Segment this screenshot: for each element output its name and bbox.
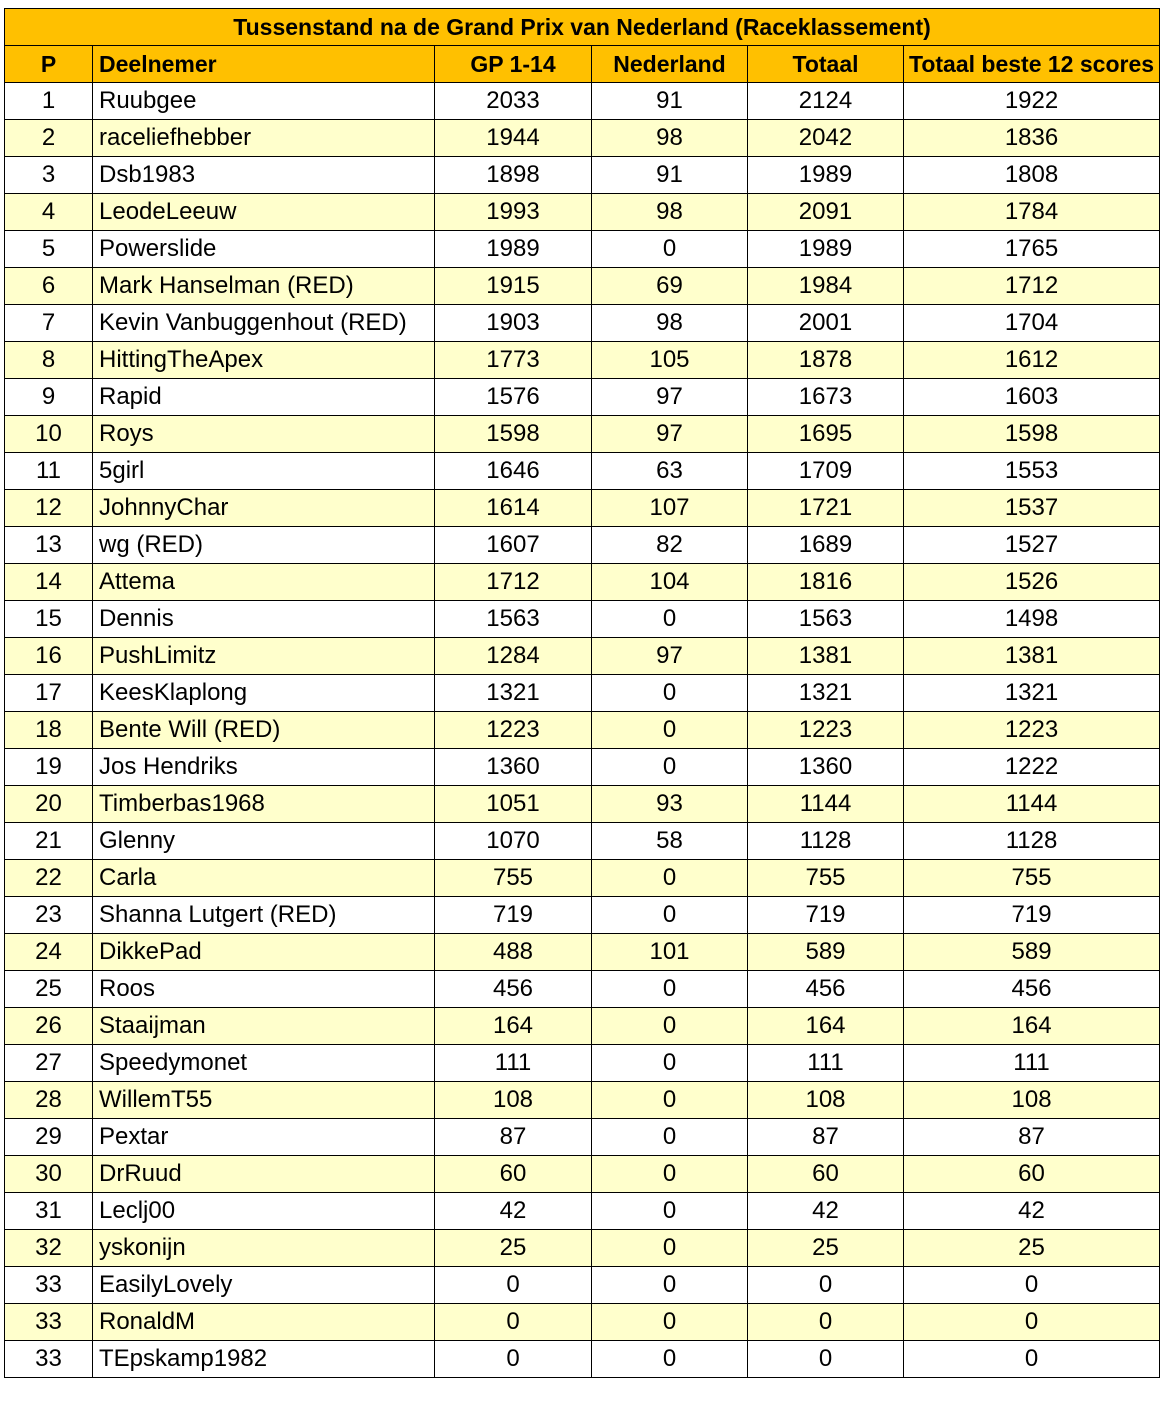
table-row [5,564,1160,601]
cell-nederland: 0 [592,1082,748,1119]
cell-gp-1-14: 1360 [435,749,592,786]
table-row [5,1304,1160,1341]
cell-participant: PushLimitz [93,638,435,675]
cell-participant: Dsb1983 [93,157,435,194]
cell-total: 1989 [748,157,904,194]
cell-position: 5 [5,231,93,268]
cell-nederland: 104 [592,564,748,601]
cell-best-12-total: 1144 [904,786,1160,823]
cell-position: 30 [5,1156,93,1193]
cell-nederland: 91 [592,157,748,194]
cell-nederland: 0 [592,1119,748,1156]
standings-table [4,8,1160,1378]
table-row [5,1156,1160,1193]
cell-position: 2 [5,120,93,157]
table-row [5,1045,1160,1082]
cell-participant: DikkePad [93,934,435,971]
cell-position: 18 [5,712,93,749]
cell-nederland: 0 [592,1304,748,1341]
cell-nederland: 0 [592,749,748,786]
cell-nederland: 0 [592,1267,748,1304]
cell-total: 456 [748,971,904,1008]
cell-nederland: 82 [592,527,748,564]
cell-position: 15 [5,601,93,638]
cell-total: 108 [748,1082,904,1119]
table-row [5,157,1160,194]
cell-total: 719 [748,897,904,934]
cell-nederland: 0 [592,675,748,712]
table-row [5,1230,1160,1267]
title-row [5,9,1160,46]
table-row [5,675,1160,712]
cell-position: 33 [5,1341,93,1378]
cell-total: 87 [748,1119,904,1156]
cell-participant: Powerslide [93,231,435,268]
cell-position: 29 [5,1119,93,1156]
cell-total: 0 [748,1304,904,1341]
cell-best-12-total: 0 [904,1304,1160,1341]
cell-gp-1-14: 1915 [435,268,592,305]
cell-participant: 5girl [93,453,435,490]
cell-total: 1144 [748,786,904,823]
table-title: Tussenstand na de Grand Prix van Nederland (Raceklassement) [5,9,1160,46]
cell-position: 20 [5,786,93,823]
header-total: Totaal [748,46,904,83]
cell-total: 1128 [748,823,904,860]
cell-position: 14 [5,564,93,601]
cell-gp-1-14: 2033 [435,83,592,120]
cell-total: 111 [748,1045,904,1082]
cell-nederland: 0 [592,1045,748,1082]
cell-participant: Timberbas1968 [93,786,435,823]
cell-best-12-total: 1537 [904,490,1160,527]
table-row [5,1082,1160,1119]
cell-gp-1-14: 456 [435,971,592,1008]
cell-nederland: 98 [592,194,748,231]
cell-best-12-total: 42 [904,1193,1160,1230]
cell-total: 0 [748,1341,904,1378]
cell-total: 1689 [748,527,904,564]
cell-nederland: 63 [592,453,748,490]
cell-position: 9 [5,379,93,416]
cell-position: 31 [5,1193,93,1230]
cell-best-12-total: 164 [904,1008,1160,1045]
cell-participant: Dennis [93,601,435,638]
cell-gp-1-14: 1284 [435,638,592,675]
header-nederland: Nederland [592,46,748,83]
table-row [5,712,1160,749]
cell-gp-1-14: 60 [435,1156,592,1193]
cell-participant: RonaldM [93,1304,435,1341]
cell-nederland: 98 [592,305,748,342]
cell-participant: Carla [93,860,435,897]
cell-total: 1989 [748,231,904,268]
standings-body [5,83,1160,1378]
cell-gp-1-14: 1773 [435,342,592,379]
cell-total: 2124 [748,83,904,120]
cell-best-12-total: 1836 [904,120,1160,157]
cell-position: 22 [5,860,93,897]
table-row [5,120,1160,157]
cell-gp-1-14: 1563 [435,601,592,638]
cell-participant: Glenny [93,823,435,860]
cell-best-12-total: 108 [904,1082,1160,1119]
cell-participant: Rapid [93,379,435,416]
cell-nederland: 69 [592,268,748,305]
table-row [5,786,1160,823]
cell-nederland: 0 [592,231,748,268]
cell-position: 3 [5,157,93,194]
cell-position: 11 [5,453,93,490]
cell-best-12-total: 1222 [904,749,1160,786]
cell-participant: raceliefhebber [93,120,435,157]
table-row [5,971,1160,1008]
cell-position: 24 [5,934,93,971]
cell-nederland: 0 [592,601,748,638]
cell-best-12-total: 87 [904,1119,1160,1156]
cell-best-12-total: 111 [904,1045,1160,1082]
cell-best-12-total: 1808 [904,157,1160,194]
table-row [5,416,1160,453]
cell-best-12-total: 1612 [904,342,1160,379]
cell-total: 164 [748,1008,904,1045]
table-row [5,638,1160,675]
cell-position: 21 [5,823,93,860]
table-row [5,1008,1160,1045]
cell-gp-1-14: 488 [435,934,592,971]
cell-nederland: 0 [592,712,748,749]
header-best-12-total: Totaal beste 12 scores [904,46,1160,83]
table-row [5,601,1160,638]
cell-gp-1-14: 1993 [435,194,592,231]
cell-participant: Speedymonet [93,1045,435,1082]
cell-participant: Leclj00 [93,1193,435,1230]
cell-gp-1-14: 1051 [435,786,592,823]
cell-gp-1-14: 1070 [435,823,592,860]
cell-gp-1-14: 1646 [435,453,592,490]
table-row [5,453,1160,490]
cell-nederland: 98 [592,120,748,157]
cell-gp-1-14: 719 [435,897,592,934]
cell-participant: wg (RED) [93,527,435,564]
cell-position: 4 [5,194,93,231]
cell-total: 1223 [748,712,904,749]
cell-gp-1-14: 1614 [435,490,592,527]
header-row [5,46,1160,83]
cell-total: 1709 [748,453,904,490]
cell-best-12-total: 1922 [904,83,1160,120]
cell-position: 6 [5,268,93,305]
cell-participant: Attema [93,564,435,601]
cell-gp-1-14: 1903 [435,305,592,342]
cell-total: 25 [748,1230,904,1267]
cell-gp-1-14: 25 [435,1230,592,1267]
cell-participant: Mark Hanselman (RED) [93,268,435,305]
cell-best-12-total: 1553 [904,453,1160,490]
table-row [5,268,1160,305]
cell-position: 16 [5,638,93,675]
cell-position: 28 [5,1082,93,1119]
cell-total: 1360 [748,749,904,786]
cell-best-12-total: 589 [904,934,1160,971]
cell-nederland: 0 [592,971,748,1008]
cell-gp-1-14: 1321 [435,675,592,712]
cell-gp-1-14: 1576 [435,379,592,416]
cell-participant: Pextar [93,1119,435,1156]
cell-total: 2001 [748,305,904,342]
cell-position: 13 [5,527,93,564]
cell-participant: JohnnyChar [93,490,435,527]
table-row [5,490,1160,527]
cell-gp-1-14: 108 [435,1082,592,1119]
cell-nederland: 0 [592,1193,748,1230]
cell-best-12-total: 0 [904,1267,1160,1304]
cell-gp-1-14: 0 [435,1267,592,1304]
cell-gp-1-14: 0 [435,1304,592,1341]
cell-nederland: 97 [592,416,748,453]
cell-nederland: 0 [592,1341,748,1378]
cell-position: 19 [5,749,93,786]
cell-best-12-total: 1784 [904,194,1160,231]
cell-total: 1673 [748,379,904,416]
cell-participant: HittingTheApex [93,342,435,379]
cell-participant: Roos [93,971,435,1008]
cell-best-12-total: 1223 [904,712,1160,749]
cell-participant: EasilyLovely [93,1267,435,1304]
cell-nederland: 91 [592,83,748,120]
cell-position: 32 [5,1230,93,1267]
table-row [5,1193,1160,1230]
cell-total: 2042 [748,120,904,157]
cell-position: 10 [5,416,93,453]
cell-gp-1-14: 755 [435,860,592,897]
cell-best-12-total: 1527 [904,527,1160,564]
cell-position: 23 [5,897,93,934]
table-row [5,83,1160,120]
cell-gp-1-14: 1598 [435,416,592,453]
cell-total: 1695 [748,416,904,453]
cell-nederland: 93 [592,786,748,823]
cell-participant: Staaijman [93,1008,435,1045]
cell-nederland: 0 [592,897,748,934]
table-row [5,860,1160,897]
cell-total: 1984 [748,268,904,305]
cell-participant: Shanna Lutgert (RED) [93,897,435,934]
cell-participant: TEpskamp1982 [93,1341,435,1378]
cell-total: 1878 [748,342,904,379]
header-position: P [5,46,93,83]
cell-best-12-total: 0 [904,1341,1160,1378]
table-row [5,194,1160,231]
cell-total: 589 [748,934,904,971]
cell-best-12-total: 456 [904,971,1160,1008]
cell-best-12-total: 1704 [904,305,1160,342]
cell-nederland: 0 [592,860,748,897]
cell-total: 42 [748,1193,904,1230]
table-row [5,305,1160,342]
cell-position: 26 [5,1008,93,1045]
cell-best-12-total: 1712 [904,268,1160,305]
cell-participant: Jos Hendriks [93,749,435,786]
cell-gp-1-14: 164 [435,1008,592,1045]
cell-nederland: 0 [592,1230,748,1267]
cell-best-12-total: 1381 [904,638,1160,675]
cell-nederland: 97 [592,638,748,675]
cell-position: 17 [5,675,93,712]
cell-gp-1-14: 1944 [435,120,592,157]
cell-best-12-total: 60 [904,1156,1160,1193]
cell-best-12-total: 1128 [904,823,1160,860]
cell-nederland: 97 [592,379,748,416]
cell-nederland: 107 [592,490,748,527]
cell-best-12-total: 719 [904,897,1160,934]
table-row [5,823,1160,860]
cell-best-12-total: 1598 [904,416,1160,453]
cell-total: 0 [748,1267,904,1304]
cell-gp-1-14: 1712 [435,564,592,601]
cell-participant: Kevin Vanbuggenhout (RED) [93,305,435,342]
cell-total: 1816 [748,564,904,601]
cell-best-12-total: 1765 [904,231,1160,268]
cell-participant: Roys [93,416,435,453]
cell-total: 1321 [748,675,904,712]
table-row [5,1119,1160,1156]
cell-nederland: 0 [592,1008,748,1045]
cell-total: 2091 [748,194,904,231]
cell-position: 12 [5,490,93,527]
cell-best-12-total: 1321 [904,675,1160,712]
cell-best-12-total: 755 [904,860,1160,897]
cell-total: 1381 [748,638,904,675]
table-row [5,527,1160,564]
cell-nederland: 105 [592,342,748,379]
cell-participant: Ruubgee [93,83,435,120]
cell-position: 25 [5,971,93,1008]
cell-participant: WillemT55 [93,1082,435,1119]
cell-gp-1-14: 1223 [435,712,592,749]
cell-nederland: 0 [592,1156,748,1193]
table-row [5,1341,1160,1378]
cell-total: 755 [748,860,904,897]
cell-gp-1-14: 1607 [435,527,592,564]
cell-nederland: 101 [592,934,748,971]
table-row [5,934,1160,971]
cell-total: 1721 [748,490,904,527]
cell-gp-1-14: 1898 [435,157,592,194]
table-row [5,231,1160,268]
cell-best-12-total: 1526 [904,564,1160,601]
table-row [5,1267,1160,1304]
cell-position: 33 [5,1267,93,1304]
cell-nederland: 58 [592,823,748,860]
cell-gp-1-14: 0 [435,1341,592,1378]
cell-position: 7 [5,305,93,342]
cell-gp-1-14: 87 [435,1119,592,1156]
cell-best-12-total: 1603 [904,379,1160,416]
table-row [5,342,1160,379]
cell-gp-1-14: 42 [435,1193,592,1230]
cell-total: 60 [748,1156,904,1193]
standings-sheet [4,8,1159,1378]
table-row [5,749,1160,786]
cell-participant: yskonijn [93,1230,435,1267]
table-row [5,897,1160,934]
cell-participant: DrRuud [93,1156,435,1193]
cell-position: 27 [5,1045,93,1082]
header-participant: Deelnemer [93,46,435,83]
cell-best-12-total: 25 [904,1230,1160,1267]
cell-best-12-total: 1498 [904,601,1160,638]
cell-gp-1-14: 111 [435,1045,592,1082]
cell-position: 33 [5,1304,93,1341]
cell-position: 8 [5,342,93,379]
cell-gp-1-14: 1989 [435,231,592,268]
header-gp-1-14: GP 1-14 [435,46,592,83]
cell-position: 1 [5,83,93,120]
cell-participant: Bente Will (RED) [93,712,435,749]
cell-participant: LeodeLeeuw [93,194,435,231]
table-row [5,379,1160,416]
cell-participant: KeesKlaplong [93,675,435,712]
cell-total: 1563 [748,601,904,638]
